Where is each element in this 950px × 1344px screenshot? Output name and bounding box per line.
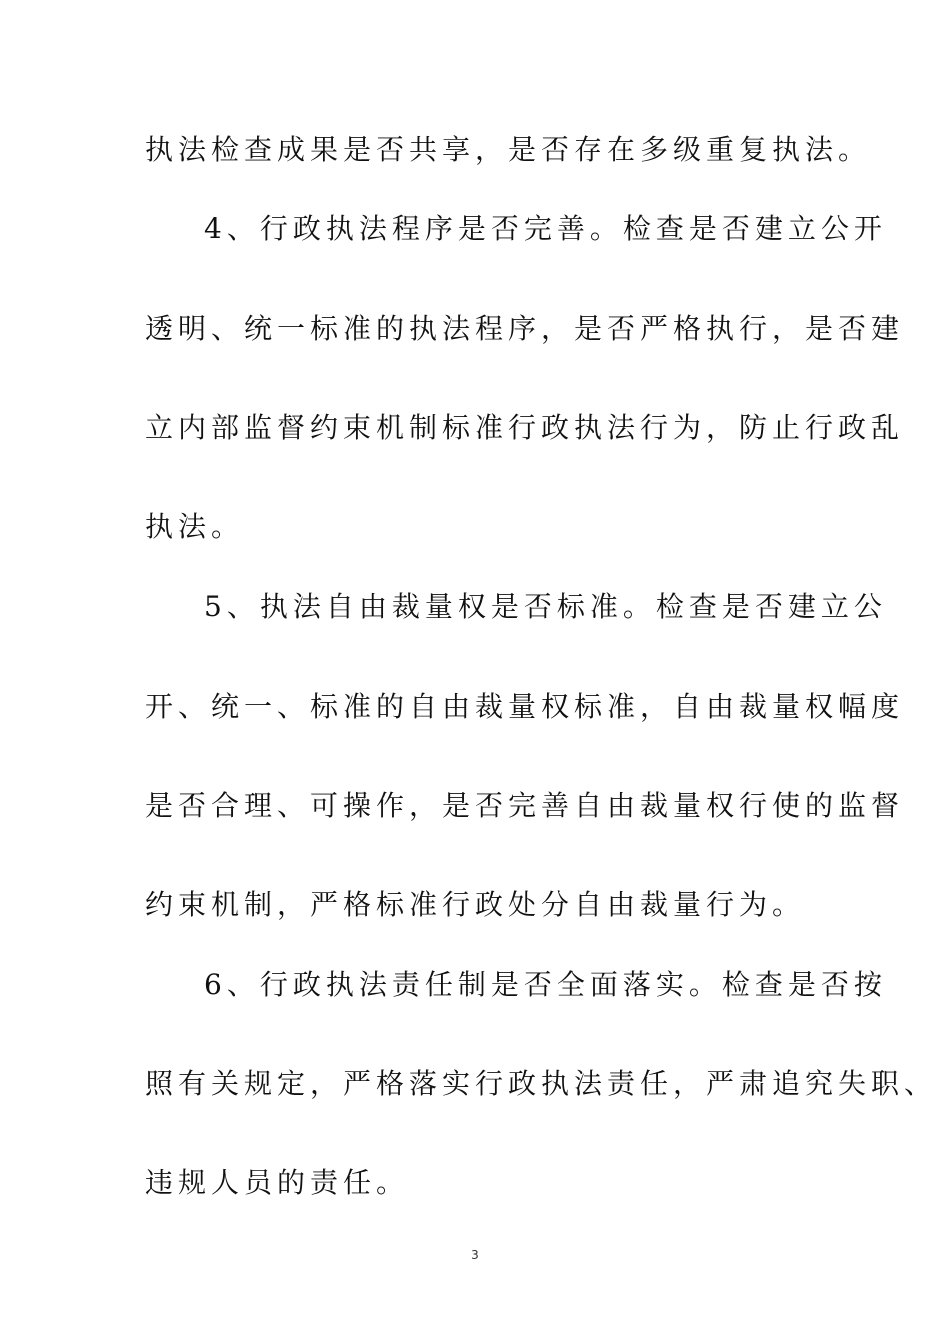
paragraph-line: 执法。 <box>145 510 245 543</box>
paragraph-line: 透明、统一标准的执法程序，是否严格执行，是否建 <box>145 312 905 345</box>
paragraph-line: 6、行政执法责任制是否全面落实。检查是否按 <box>204 968 887 1001</box>
page-number: 3 <box>471 1248 479 1262</box>
paragraph-line: 立内部监督约束机制标准行政执法行为，防止行政乱 <box>145 411 905 444</box>
paragraph-line: 照有关规定，严格落实行政执法责任，严肃追究失职、 <box>145 1067 938 1100</box>
paragraph-line: 4、行政执法程序是否完善。检查是否建立公开 <box>204 212 887 245</box>
paragraph-line: 5、执法自由裁量权是否标准。检查是否建立公 <box>204 590 887 623</box>
paragraph-line: 执法检查成果是否共享，是否存在多级重复执法。 <box>145 133 872 166</box>
paragraph-line: 违规人员的责任。 <box>145 1166 410 1199</box>
paragraph-line: 开、统一、标准的自由裁量权标准，自由裁量权幅度 <box>145 690 905 723</box>
paragraph-line: 是否合理、可操作，是否完善自由裁量权行使的监督 <box>145 789 905 822</box>
paragraph-line: 约束机制，严格标准行政处分自由裁量行为。 <box>145 888 806 921</box>
